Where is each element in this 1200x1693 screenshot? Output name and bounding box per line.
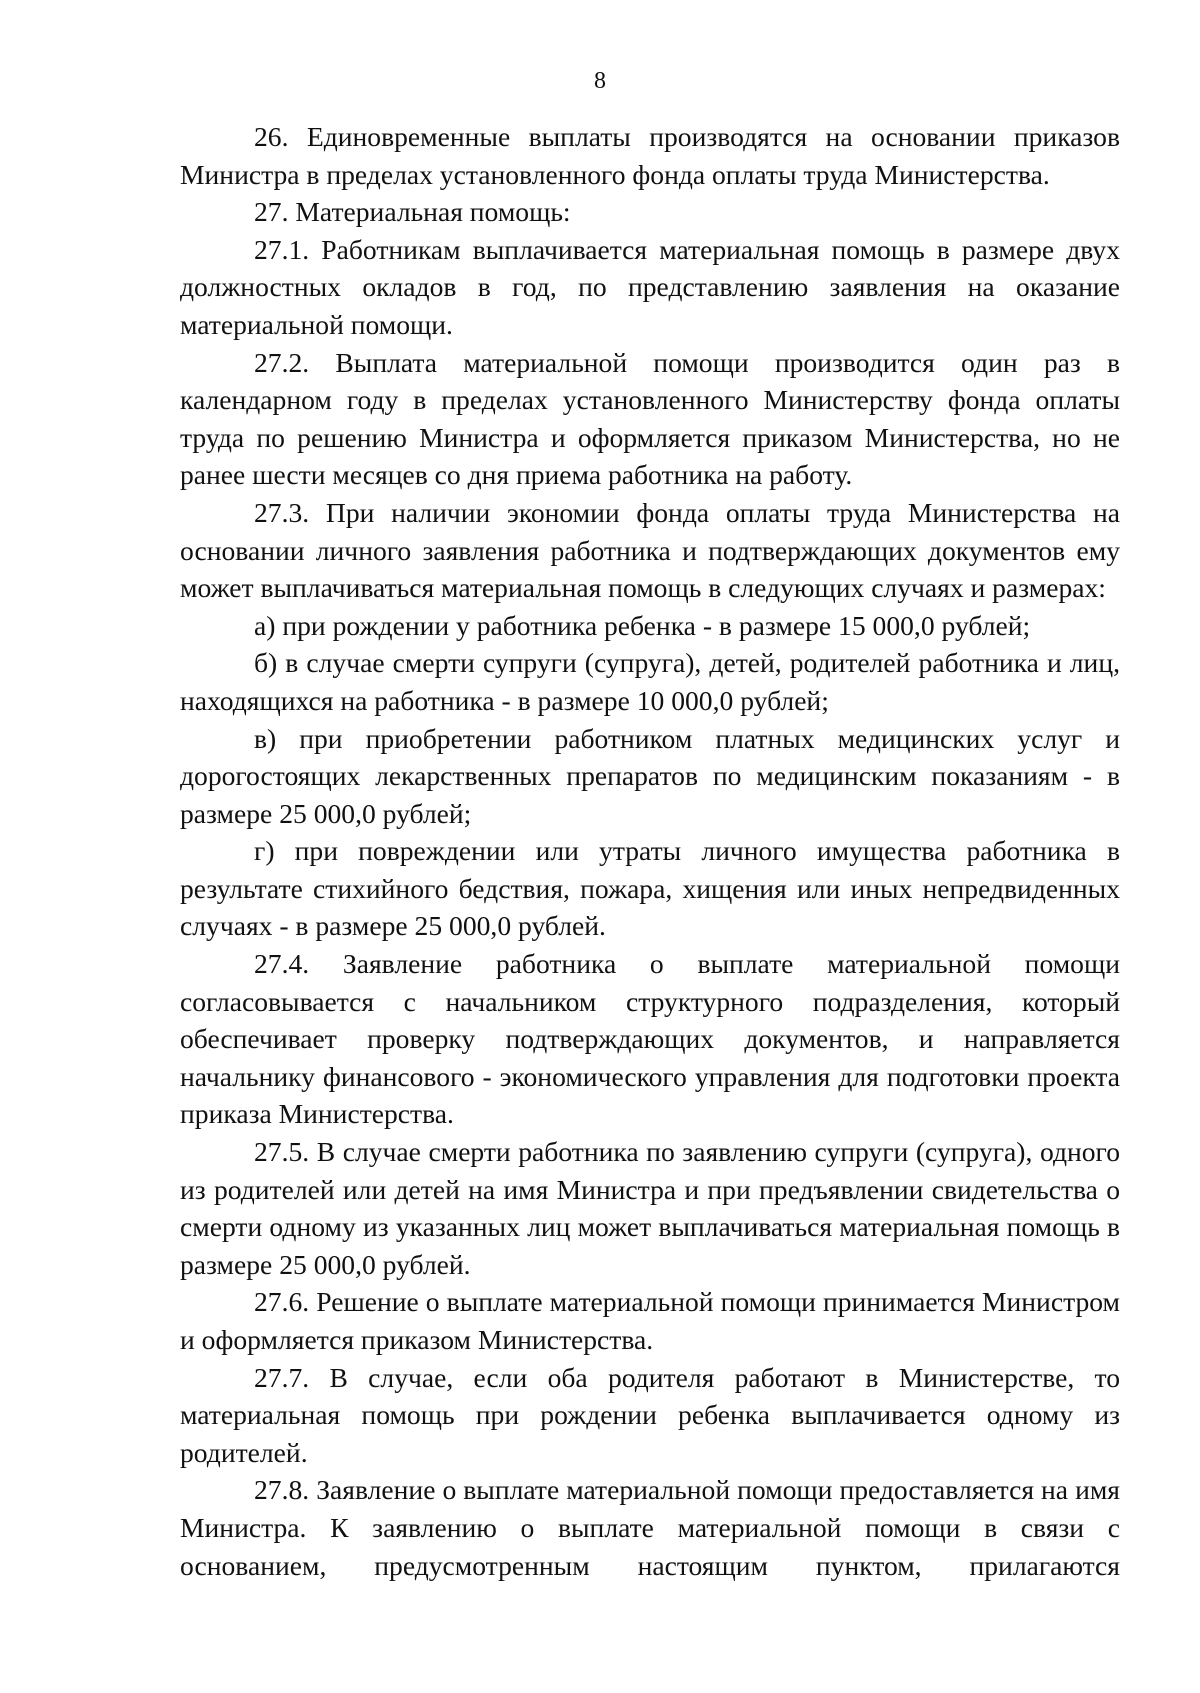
- list-item-b: б) в случае смерти супруги (супруга), детей, родителей работника и лиц, находящихся на работника - в размере 10 000,0 рублей;: [180, 647, 1120, 716]
- page-number: 8: [594, 68, 606, 94]
- paragraph-27-5: 27.5. В случае смерти работника по заявлению супруги (супруга), одного из родителей или детей на имя Министра и при предъявлении свидетельства о смерти одному из указанных лиц может выплачиваться материальная помощь в размере 25 000,0 рублей.: [180, 1136, 1120, 1280]
- paragraph-27: 27. Материальная помощь:: [254, 196, 571, 228]
- paragraph-27-8: 27.8. Заявление о выплате материальной помощи предоставляется на имя Министра. К заявлению о выплате материальной помощи в связи с основанием, предусмотренным настоящим пунктом, прилагаются: [180, 1474, 1120, 1581]
- paragraph-26: 26. Единовременные выплаты производятся на основании приказов Министра в пределах установленного фонда оплаты труда Министерства.: [180, 121, 1120, 190]
- paragraph-27-7: 27.7. В случае, если оба родителя работают в Министерстве, то материальная помощь при рождении ребенка выплачивается одному из родителей.: [180, 1361, 1120, 1468]
- paragraph-27-4: 27.4. Заявление работника о выплате материальной помощи согласовывается с начальником структурного подразделения, который обеспечивает проверку подтверждающих документов, и направляется начальнику финансового - экономического управления для подготовки проекта приказа Министерства.: [180, 948, 1120, 1130]
- paragraph-27-2: 27.2. Выплата материальной помощи производится один раз в календарном году в пределах установленного Министерству фонда оплаты труда по решению Министра и оформляется приказом Министерства, но не ранее шести месяцев со дня приема работника на работу.: [180, 346, 1120, 491]
- paragraph-27-3: 27.3. При наличии экономии фонда оплаты труда Министерства на основании личного заявления работника и подтверждающих документов ему может выплачиваться материальная помощь в следующих случаях и размерах:: [180, 496, 1120, 604]
- list-item-g: г) при повреждении или утраты личного имущества работника в результате стихийного бедствия, пожара, хищения или иных непредвиденных случаях - в размере 25 000,0 рублей.: [180, 835, 1120, 942]
- paragraph-27-6: 27.6. Решение о выплате материальной помощи принимается Министром и оформляется приказом Министерства.: [180, 1286, 1120, 1355]
- list-item-v: в) при приобретении работником платных медицинских услуг и дорогостоящих лекарственных препаратов по медицинским показаниям - в размере 25 000,0 рублей;: [180, 722, 1120, 829]
- list-item-a: а) при рождении у работника ребенка - в размере 15 000,0 рублей;: [254, 609, 1031, 641]
- document-body: [180, 118, 1120, 1584]
- paragraph-27-1: 27.1. Работникам выплачивается материальная помощь в размере двух должностных окладов в год, по представлению заявления на оказание материальной помощи.: [180, 233, 1120, 340]
